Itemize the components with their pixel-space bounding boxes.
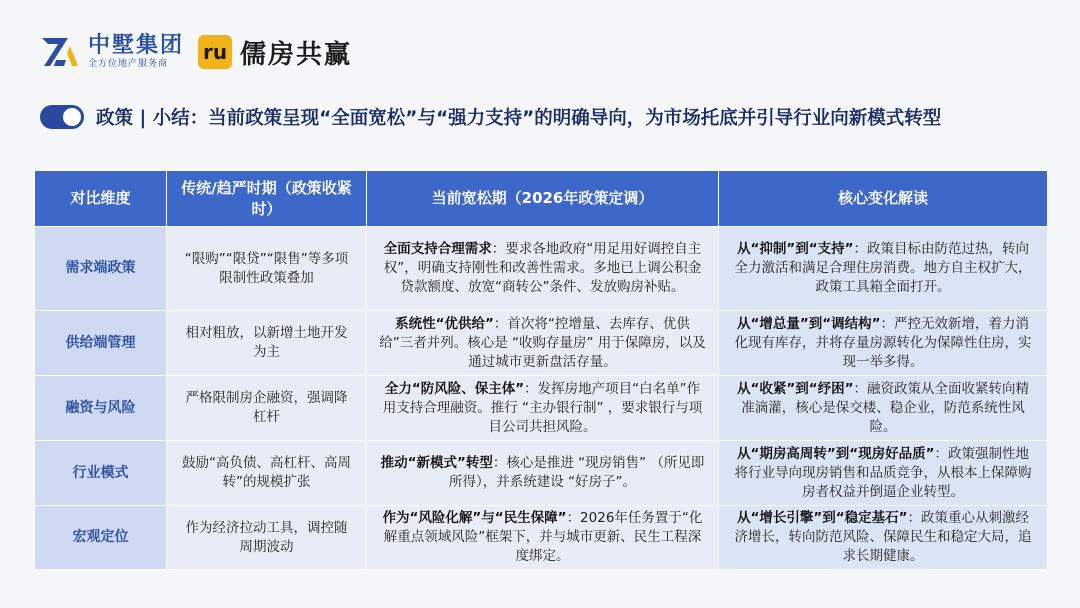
current-key: 全力“防风险、保主体” (384, 380, 525, 397)
current-key: 系统性“优供给” (395, 315, 494, 332)
core-text: ：政策重心从刺激经济增长，转向防范风险、保障民生和稳定大局，追求长期健康。 (734, 510, 1032, 564)
logo-bar (40, 32, 352, 72)
table-row (35, 376, 1048, 441)
company-name: 中墅集团 (88, 33, 185, 58)
table-header-row (35, 171, 1048, 227)
current-cell (367, 227, 719, 311)
dimension-cell: 宏观定位 (35, 506, 167, 570)
core-text: ：严控无效新增，着力消化现有库存，并将存量房源转化为保障性住房，实现一举多得。 (734, 315, 1032, 370)
comparison-table (34, 170, 1048, 570)
core-key: 从“增总量”到“调结构” (737, 315, 881, 332)
table-row (35, 506, 1048, 570)
table-row (35, 311, 1048, 376)
current-cell (367, 311, 719, 376)
partner-name: 儒房共赢 (240, 39, 353, 70)
core-text: ：政策目标由防范过热，转向全力激活和满足合理住房消费。地方自主权扩大，政策工具箱全面打开。 (734, 241, 1032, 295)
partner-logo-icon: ru (198, 35, 232, 69)
partner-logo (198, 34, 352, 71)
current-text: ：发挥房地产项目“白名单”作用支持合理融资。推行 “主办银行制” ，要求银行与项目公司共担风险。 (382, 380, 703, 435)
current-key: 全面支持合理需求 (383, 241, 492, 257)
heading-text: 政策 | 小结：当前政策呈现“全面宽松”与“强力支持”的明确导向，为市场托底并引导行业向新模式转型 (96, 108, 942, 129)
table-row (35, 441, 1048, 506)
current-cell (367, 506, 719, 570)
table-header-cell: 对比维度 (35, 171, 167, 227)
core-text: ：政策强制性地将行业导向现房销售和品质竞争，从根本上保障购房者权益并倒逼企业转型。 (734, 445, 1032, 500)
company-logo-icon (40, 34, 80, 70)
current-text: ：2026年任务置于“化解重点领域风险”框架下，并与城市更新、民生工程深度绑定。 (383, 510, 703, 564)
table-row (35, 227, 1048, 311)
dimension-cell: 融资与风险 (35, 376, 167, 441)
dimension-cell: 需求端政策 (35, 227, 167, 311)
core-cell (719, 311, 1048, 376)
table-header-cell: 核心变化解读 (719, 171, 1048, 227)
current-text: ：要求各地政府“用足用好调控自主权”，明确支持刚性和改善性需求。多地已上调公积金贷款额度、放宽“商转公”条件、发放购房补贴。 (383, 241, 702, 295)
traditional-cell: 作为经济拉动工具，调控随周期波动 (167, 506, 367, 570)
dimension-cell: 行业模式 (35, 441, 167, 506)
core-key: 从“期房高周转”到“现房好品质” (737, 445, 935, 462)
traditional-cell: “限购”“限贷”“限售”等多项限制性政策叠加 (167, 227, 367, 311)
current-cell (367, 441, 719, 506)
traditional-cell: 鼓励“高负债、高杠杆、高周转”的规模扩张 (167, 441, 367, 506)
core-cell (719, 227, 1048, 311)
dimension-cell: 供给端管理 (35, 311, 167, 376)
table-header-cell: 当前宽松期（2026年政策定调） (367, 171, 719, 227)
core-cell (719, 506, 1048, 570)
current-text: ：首次将“控增量、去库存、优供给”三者并列。核心是 “收购存量房” 用于保障房，以及通过城市更新盘活存量。 (379, 315, 706, 370)
company-logo (40, 34, 184, 70)
current-key: 作为“风险化解”与“民生保障” (382, 510, 567, 526)
core-key: 从“收紧”到“纾困” (737, 380, 854, 397)
section-heading (40, 104, 1050, 130)
current-text: ：核心是推进 “现房销售” （所见即所得），并系统建设 “好房子”。 (448, 455, 705, 490)
core-text: ：融资政策从全面收紧转向精准滴灌，核心是保交楼、稳企业，防范系统性风险。 (741, 380, 1029, 435)
core-cell (719, 441, 1048, 506)
current-cell (367, 376, 719, 441)
company-tagline: 全方位地产服务商 (88, 59, 169, 69)
comparison-table-wrap (34, 170, 1047, 570)
table-header-cell: 传统/趋严时期（政策收紧时） (167, 171, 367, 227)
core-cell (719, 376, 1048, 441)
toggle-icon (40, 105, 84, 129)
core-key: 从“抑制”到“支持” (737, 241, 854, 257)
traditional-cell: 相对粗放，以新增土地开发为主 (167, 311, 367, 376)
current-key: 推动“新模式”转型 (380, 455, 493, 471)
traditional-cell: 严格限制房企融资，强调降杠杆 (167, 376, 367, 441)
core-key: 从“增长引擎”到“稳定基石” (737, 510, 908, 526)
